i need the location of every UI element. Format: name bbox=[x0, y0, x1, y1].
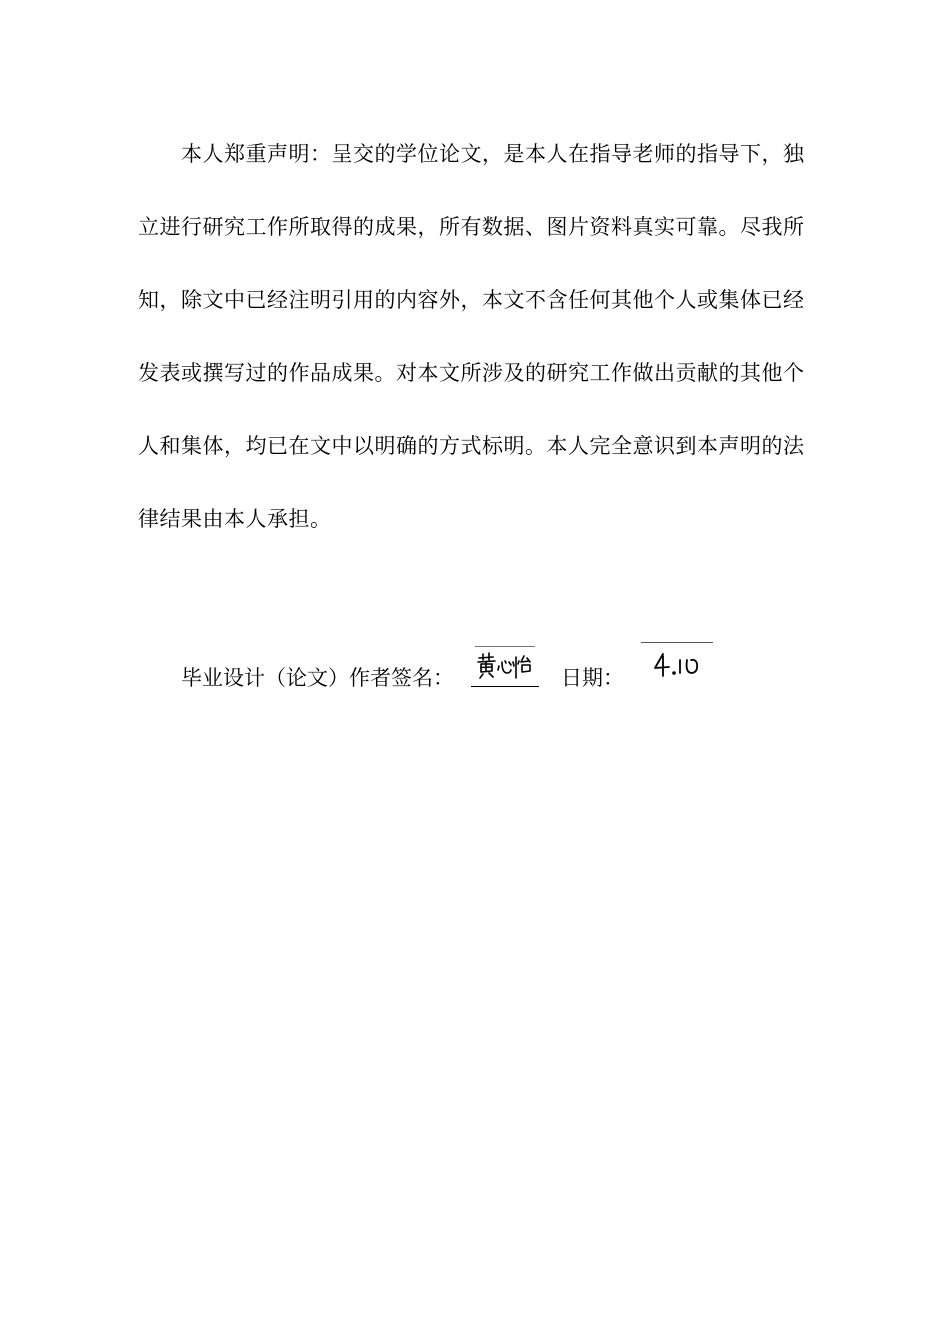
date-top-rule bbox=[641, 642, 713, 643]
signature-row bbox=[181, 646, 801, 706]
handwritten-date bbox=[641, 646, 715, 686]
originality-declaration bbox=[138, 118, 838, 556]
author-signature-field bbox=[471, 646, 539, 687]
declaration-line-6: 律结果由本人承担。 bbox=[138, 507, 332, 531]
author-signature-label: 毕业设计（论文）作者签名： bbox=[181, 666, 454, 690]
declaration-line-3: 知，除文中已经注明引用的内容外，本文不含任何其他个人或集体已经 bbox=[138, 288, 805, 312]
declaration-line-1: 本人郑重声明：呈交的学位论文，是本人在指导老师的指导下，独 bbox=[181, 142, 805, 166]
handwritten-signature bbox=[471, 646, 539, 686]
declaration-line-2: 立进行研究工作所取得的成果，所有数据、图片资料真实可靠。尽我所 bbox=[138, 215, 805, 239]
date-label: 日期： bbox=[561, 666, 624, 690]
signature-date-field bbox=[641, 646, 715, 686]
declaration-line-5: 人和集体，均已在文中以明确的方式标明。本人完全意识到本声明的法 bbox=[138, 434, 805, 458]
declaration-line-4: 发表或撰写过的作品成果。对本文所涉及的研究工作做出贡献的其他个 bbox=[138, 361, 805, 385]
signature-top-rule bbox=[475, 646, 535, 647]
